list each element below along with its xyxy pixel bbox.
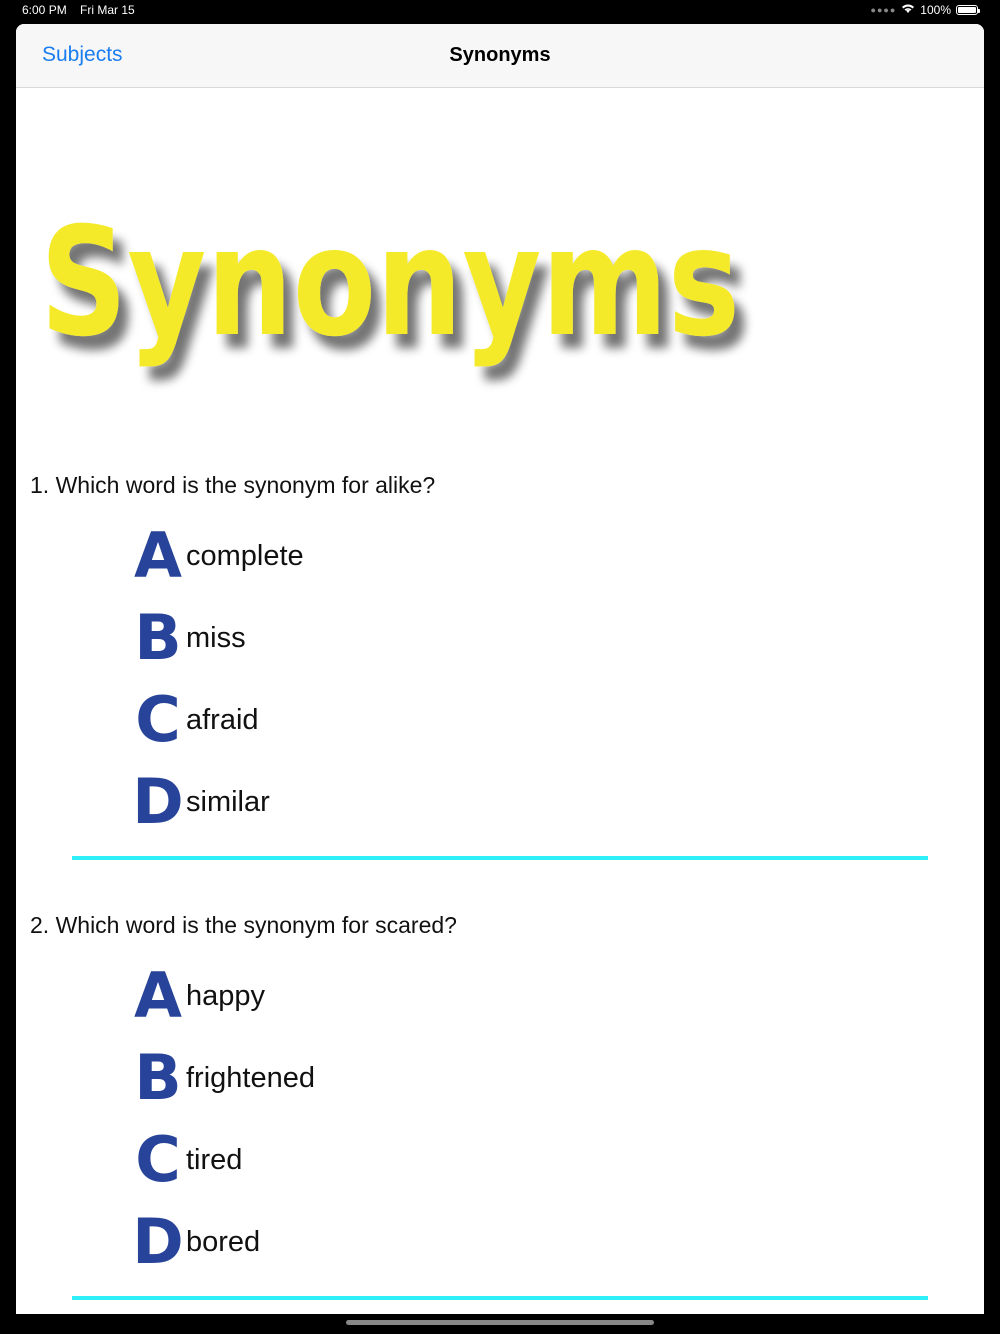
- option-text: happy: [186, 979, 266, 1012]
- option-text: bored: [186, 1225, 261, 1258]
- option-text: complete: [186, 539, 304, 572]
- app-window: [16, 24, 984, 1314]
- option-letter-c-icon: [132, 685, 184, 755]
- status-indicators: [871, 3, 978, 17]
- question-divider: [72, 1296, 928, 1300]
- option-letter-a-icon: [132, 521, 184, 591]
- status-bar: [0, 0, 1000, 22]
- option-text: frightened: [186, 1061, 315, 1094]
- question-text: 2. Which word is the synonym for scared?: [30, 912, 457, 938]
- option-text: similar: [186, 785, 270, 818]
- page-title: Synonyms: [449, 44, 551, 66]
- answer-option-a[interactable]: [132, 961, 632, 1031]
- wifi-icon: [901, 3, 915, 17]
- question-divider: [72, 856, 928, 860]
- answer-option-b[interactable]: [132, 1043, 632, 1113]
- answer-option-c[interactable]: [132, 1125, 632, 1195]
- option-letter-d-icon: [132, 1207, 184, 1277]
- option-text: tired: [186, 1143, 243, 1176]
- option-letter: B: [134, 603, 182, 673]
- option-letter: D: [132, 1207, 184, 1277]
- option-letter: B: [134, 1043, 182, 1113]
- option-text: miss: [186, 621, 246, 654]
- status-date: Fri Mar 15: [80, 3, 135, 17]
- answer-option-c[interactable]: [132, 685, 632, 755]
- battery-icon: [956, 5, 978, 15]
- home-indicator: [346, 1320, 654, 1325]
- battery-percent: 100%: [920, 3, 951, 17]
- option-letter: D: [132, 767, 184, 837]
- synonyms-banner-image: [38, 192, 798, 382]
- status-time: 6:00 PM: [22, 3, 67, 17]
- banner-title: Synonyms: [40, 196, 740, 370]
- answer-option-d[interactable]: [132, 1207, 632, 1277]
- option-letter: C: [135, 1125, 181, 1195]
- question-text: 1. Which word is the synonym for alike?: [30, 472, 436, 498]
- option-letter-d-icon: [132, 767, 184, 837]
- cellular-dots-icon: ●●●●: [870, 5, 897, 15]
- answer-option-b[interactable]: [132, 603, 632, 673]
- answer-option-a[interactable]: [132, 521, 632, 591]
- option-letter-a-icon: [132, 961, 184, 1031]
- back-button[interactable]: Subjects: [42, 43, 123, 66]
- option-letter: A: [134, 521, 182, 591]
- answer-option-d[interactable]: [132, 767, 632, 837]
- option-letter-b-icon: [132, 1043, 184, 1113]
- option-letter-c-icon: [132, 1125, 184, 1195]
- option-letter: A: [134, 961, 182, 1031]
- option-letter-b-icon: [132, 603, 184, 673]
- navigation-bar: [16, 24, 984, 88]
- option-text: afraid: [186, 703, 259, 736]
- option-letter: C: [135, 685, 181, 755]
